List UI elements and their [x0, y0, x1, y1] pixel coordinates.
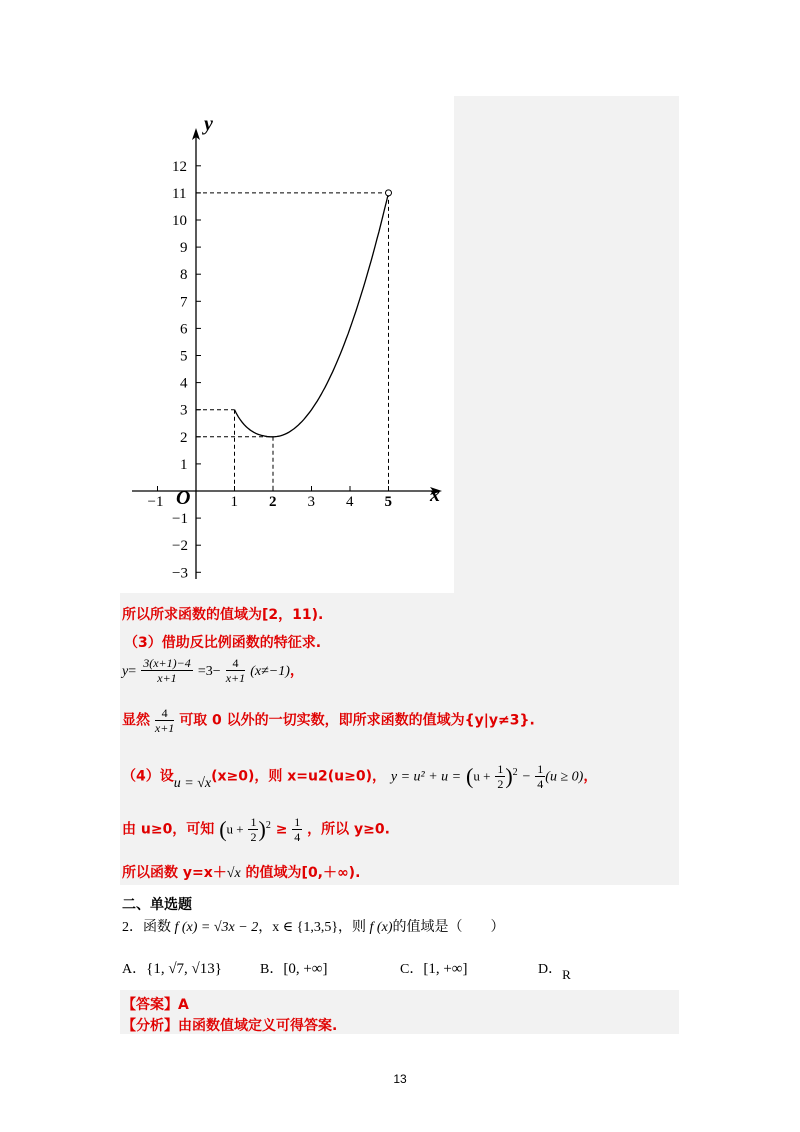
fraction: $\frac{1}{4}$: [294, 815, 301, 844]
answer-line: 【答案】A: [122, 997, 189, 1013]
equation-3: y= $\frac{3(x+1)-4}{x+1}$ =3− $\frac{4}{x+1}$ (x≠−1)，: [122, 656, 304, 685]
method-3-heading: （3）借助反比例函数的特征求.: [124, 635, 322, 651]
y-tick-label: 10: [172, 213, 187, 229]
range-result-2-11: 所以所求函数的值域为[2，11).: [122, 607, 324, 623]
fraction: $\frac{1}{4}$: [537, 762, 544, 791]
page-number: 13: [393, 1072, 407, 1086]
method-4-line: （4）设u = √x(x≥0)，则 x=u2(u≥0)， y = u² + u = (u + $\frac{1}{2}$ )$^2$ − $\frac{1}{4}$ (u ≥ 0)，: [122, 762, 598, 791]
fraction: $\frac{1}{2}$: [250, 815, 257, 844]
function-graph: [120, 96, 454, 593]
y-tick-label: 3: [180, 402, 188, 419]
y-tick-label: 9: [180, 240, 188, 257]
y-tick-label: −2: [172, 538, 188, 555]
function-curve: [235, 193, 389, 437]
fraction: $\frac{3(x+1)-4}{x+1}$: [143, 656, 191, 685]
option-d[interactable]: D．R: [538, 962, 571, 982]
y-tick-label: 12: [172, 158, 187, 175]
x-tick-label: 5: [384, 494, 392, 510]
y-tick-label: 6: [180, 321, 188, 338]
y-tick-label: 11: [172, 185, 187, 202]
range-statement-3: 显然 $\frac{4}{x+1}$ 可取 0 以外的一切实数，即所求函数的值域为{y|y≠3}.: [122, 706, 535, 735]
graph-panel: [120, 96, 454, 593]
x-tick-label: 4: [346, 494, 354, 510]
y-tick-label: 1: [180, 456, 188, 473]
x-tick-label: 1: [230, 494, 238, 510]
y-axis-label: y: [204, 113, 213, 135]
x-tick-label: 3: [307, 494, 315, 510]
y-tick-label: −1: [172, 511, 188, 528]
open-endpoint: [386, 190, 392, 196]
y-tick-label: 4: [180, 375, 188, 392]
inequality-line: 由 u≥0，可知 (u + $\frac{1}{2}$ )$^2$ ≥ $\frac{1}{4}$ ，所以 y≥0.: [122, 815, 390, 844]
section-heading: 二、单选题: [122, 897, 192, 913]
x-axis-label: x: [430, 484, 440, 506]
y-tick-label: 8: [180, 267, 188, 284]
fraction: $\frac{4}{x+1}$: [225, 656, 246, 685]
range-result-4: 所以函数 y=x＋√x 的值域为[0,＋∞).: [122, 865, 361, 881]
option-c[interactable]: C．[1, +∞]: [400, 961, 468, 977]
y-tick-label: 2: [180, 429, 188, 446]
analysis-line: 【分析】由函数值域定义可得答案.: [122, 1018, 338, 1034]
fraction: $\frac{1}{2}$: [497, 762, 504, 791]
y-tick-label: −3: [172, 565, 188, 582]
option-a[interactable]: A．{1, √7, √13}: [122, 961, 222, 977]
shaded-margin: [454, 96, 679, 593]
origin-label: O: [176, 487, 191, 509]
y-tick-label: 5: [180, 348, 188, 365]
x-tick-label: 2: [269, 494, 277, 510]
y-tick-label: 7: [180, 294, 188, 311]
x-tick-label: −1: [147, 494, 164, 510]
question-2: 2．函数 f (x) = √3x − 2，x ∈ {1,3,5}，则 f (x)的值域是（ ）: [122, 920, 505, 935]
fraction: $\frac{4}{x+1}$: [154, 706, 175, 735]
option-b[interactable]: B．[0, +∞]: [260, 961, 328, 977]
